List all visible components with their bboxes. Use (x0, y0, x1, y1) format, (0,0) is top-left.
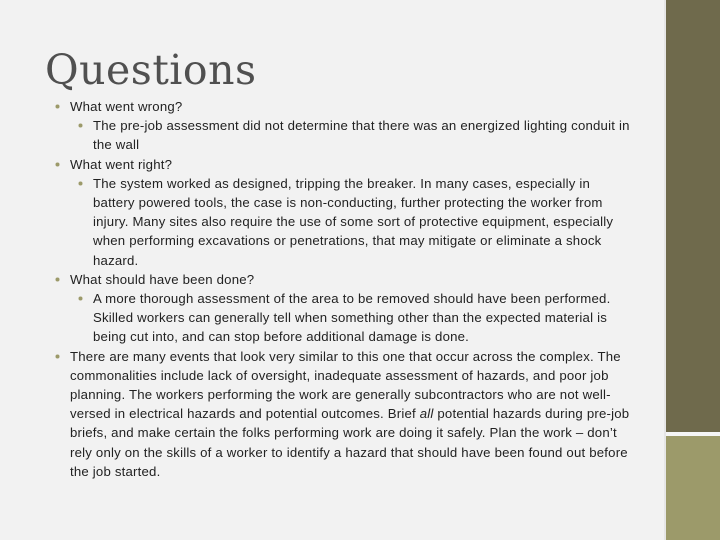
accent-sidebar-bottom (666, 436, 720, 540)
bullet-text: What went right? (70, 156, 173, 172)
bullet-dot-icon (55, 97, 60, 109)
sub-bullet-wrong-answer (75, 116, 632, 154)
sub-bullet-should-answer (75, 289, 632, 347)
bullet-what-went-right (52, 155, 632, 174)
bullet-text: A more thorough assessment of the area to be removed should have been performed. Skilled workers can generally tell when something other than the expected material is being cut into, and can stop before additional damage is done. (93, 291, 611, 345)
bullet-text-before: There are many events that look very similar to this one that occur across the complex. The commonalities include lack of oversight, inadequate assessment of hazards, and poor job planning. The workers performing the work are generally subcontractors who are not well-versed in electrical hazards and potential outcomes. Brief (70, 348, 621, 422)
bullet-dot-icon (55, 155, 60, 167)
sub-bullet-right-answer (75, 174, 632, 270)
bullet-text: What should have been done? (70, 271, 255, 287)
bullet-summary (52, 347, 632, 481)
accent-sidebar-top (666, 0, 720, 432)
bullet-text-after: potential hazards during pre-job briefs, and make certain the folks performing work are doing it safely. Plan the work – don’t rely only on the skills of a worker to identify a hazard that should have been found out before the job started. (70, 406, 630, 479)
bullet-text: What went wrong? (70, 99, 183, 114)
bullet-dot-icon (78, 289, 83, 301)
bullet-dot-icon (55, 270, 60, 282)
bullet-what-should-have-been-done (52, 270, 632, 289)
bullet-text: The system worked as designed, tripping the breaker. In many cases, especially in battery powered tools, the case is non-conducting, further protecting the worker from injury. Many sites also require the use of some sort of protective equipment, especially when performing excavations or penetrations, that may mitigate or eliminate a shock hazard. (93, 175, 614, 268)
bullet-dot-icon (55, 347, 60, 359)
bullet-dot-icon (78, 116, 83, 128)
bullet-text-emphasis: all (419, 406, 434, 422)
bullet-what-went-wrong (52, 97, 632, 116)
slide-title: Questions (45, 46, 257, 94)
bullet-dot-icon (78, 174, 83, 186)
slide-body (52, 97, 632, 481)
bullet-text: The pre-job assessment did not determine that there was an energized lighting conduit in the wall (93, 118, 630, 153)
